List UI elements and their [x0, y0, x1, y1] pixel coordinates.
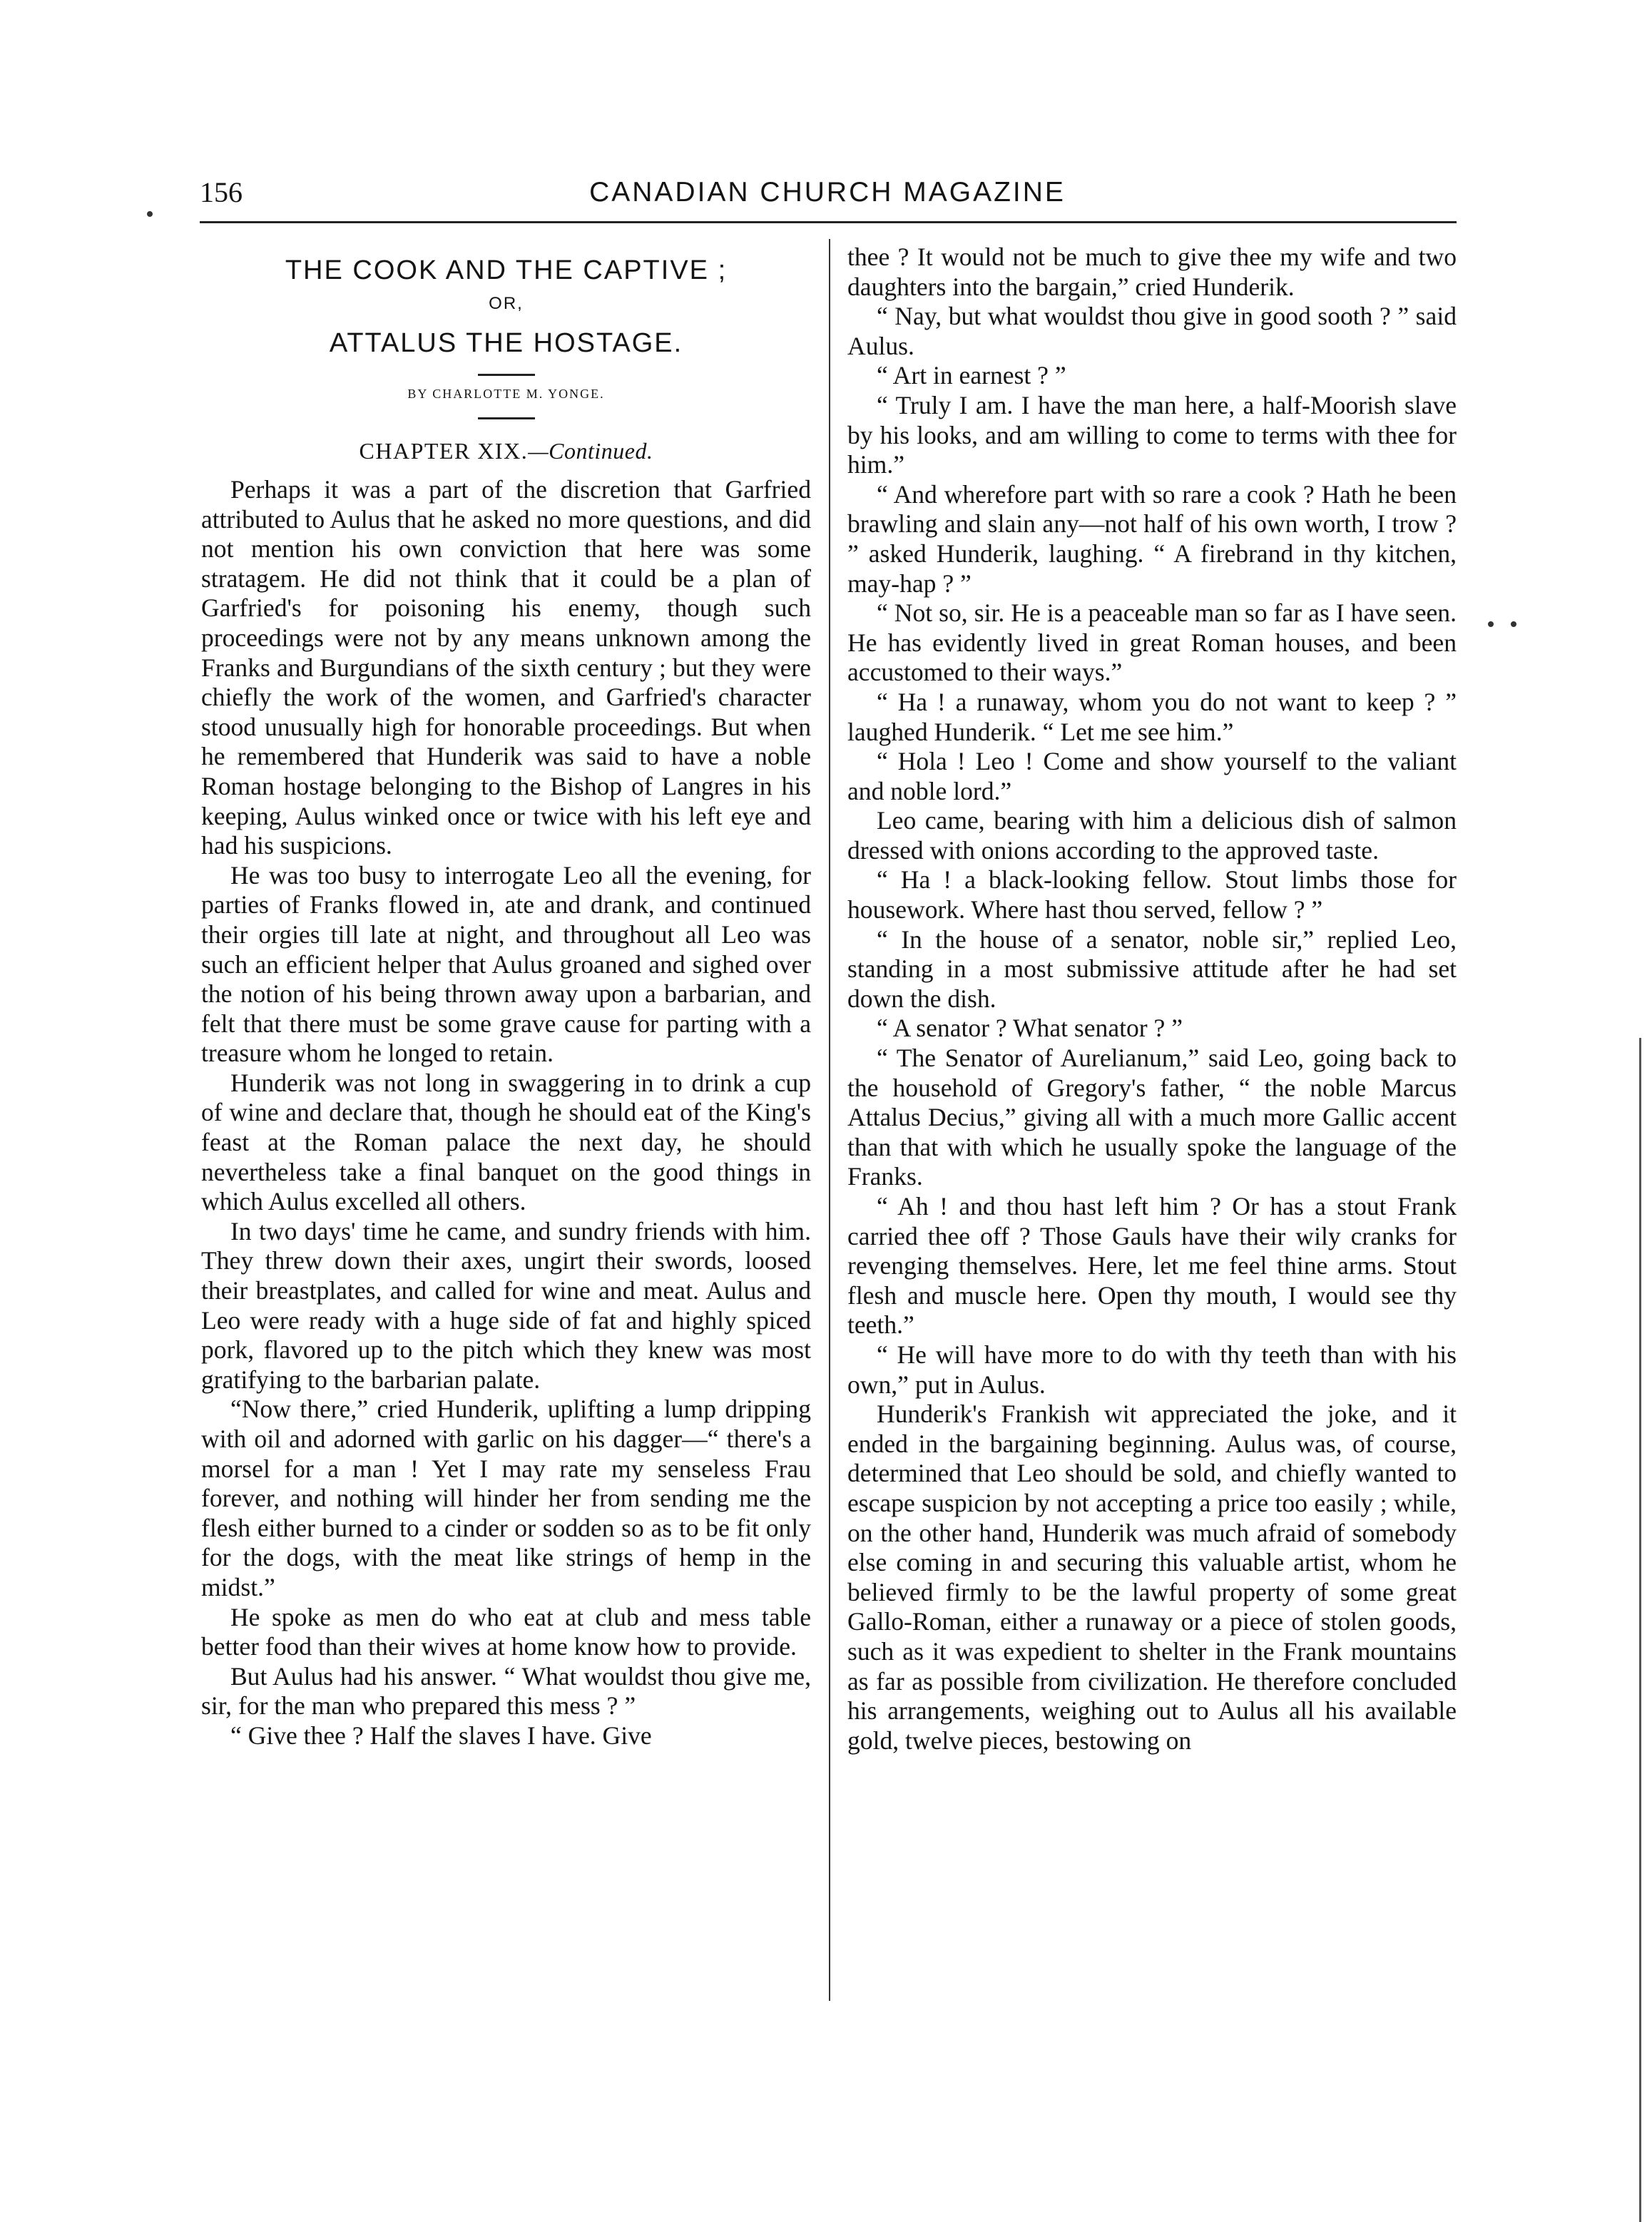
- right-column: [847, 243, 1457, 1997]
- page-header: [200, 171, 1455, 214]
- story-title-block: [201, 253, 811, 467]
- paragraph: “ Art in earnest ? ”: [876, 361, 1066, 390]
- paragraph: “ And wherefore part with so rare a cook ? Hath he been brawling and slain any—not half of his own worth, I trow ? ” asked Hunderik, laughing. “ A firebrand in thy kitchen, may-hap ? ”: [847, 479, 1457, 598]
- column-divider: [829, 239, 830, 2001]
- paragraph: Hunderik was not long in swaggering in to drink a cup of wine and declare that, though he should eat of the King's feast at the Roman palace the next day, he should nevertheless take a final banquet on the good things in which Aulus excelled all others.: [201, 1068, 811, 1216]
- paragraph: thee ? It would not be much to give thee my wife and two daughters into the bargain,” cried Hunderik.: [847, 243, 1457, 301]
- paragraph: “ Ha ! a black-looking fellow. Stout limbs those for housework. Where hast thou served, fellow ? ”: [847, 865, 1457, 924]
- chapter-heading: [201, 435, 811, 467]
- paragraph: But Aulus had his answer. “ What wouldst thou give me, sir, for the man who prepared this mess ? ”: [201, 1661, 811, 1721]
- paragraph: “ Not so, sir. He is a peaceable man so far as I have seen. He has evidently lived in great Roman houses, and been accustomed to their ways.”: [847, 598, 1457, 687]
- paragraph: “ Ah ! and thou hast left him ? Or has a stout Frank carried thee off ? Those Gauls have their wily cranks for revenging themselves. Here, let me feel thine arms. Stout flesh and muscle here. Open thy mouth, I would see thy teeth.”: [847, 1192, 1457, 1340]
- paragraph: “ Give thee ? Half the slaves I have. Give: [230, 1721, 652, 1750]
- chapter-number: CHAPTER XIX.: [359, 438, 529, 464]
- chapter-continued: —Continued.: [528, 438, 653, 464]
- title-rule: [478, 374, 535, 376]
- paragraph: “Now there,” cried Hunderik, uplifting a lump dripping with oil and adorned with garlic on his dagger—“ there's a morsel for a man ! Yet I may rate my senseless Frau forever, and nothing will hinder her from sending me the flesh either burned to a cinder or sodden so as to be fit only for the dogs, with the meat like strings of hemp in the midst.”: [201, 1395, 811, 1601]
- paragraph: He was too busy to interrogate Leo all the evening, for parties of Franks flowed in, ate and drank, and continued their orgies till late at night, and throughout all Leo was such an efficient helper that Aulus groaned and sighed over the notion of his being thrown away upon a barbarian, and felt that there must be some grave cause for parting with a treasure whom he longed to retain.: [201, 860, 811, 1068]
- header-rule: [200, 221, 1457, 223]
- paragraph: “ Hola ! Leo ! Come and show yourself to the valiant and noble lord.”: [847, 747, 1457, 805]
- paragraph: “ A senator ? What senator ? ”: [876, 1014, 1183, 1043]
- paragraph: Hunderik's Frankish wit appreciated the joke, and it ended in the bargaining beginning. Aulus was, of course, determined that Leo should be sold, and chiefly wanted to escape suspicion by not accepting a price too easily ; while, on the other hand, Hunderik was much afraid of somebody else coming in and securing this valuable artist, whom he believed firmly to be the lawful property of some great Gallo-Roman, either a runaway or a piece of stolen goods, such as it was expedient to shelter in the Frank mountains as far as possible from civilization. He therefore concluded his arrangements, weighing out to Aulus all his available gold, twelve pieces, bestowing on: [847, 1400, 1457, 1755]
- running-title: CANADIAN CHURCH MAGAZINE: [589, 177, 1066, 208]
- story-title: THE COOK AND THE CAPTIVE ;: [285, 255, 728, 285]
- scan-speck: [1511, 621, 1516, 627]
- paragraph: Perhaps it was a part of the discretion that Garfried attributed to Aulus that he asked no more questions, and did not mention his own conviction that here was some stratagem. He did not think that it could be a plan of Garfried's for poisoning his enemy, though such proceedings were not by any means unknown among the Franks and Burgundians of the sixth century ; but they were chiefly the work of the women, and Garfried's character stood unusually high for honorable proceedings. But when he remembered that Hunderik was said to have a noble Roman hostage belonging to the Bishop of Langres in his keeping, Aulus winked once or twice with his left eye and had his suspicions.: [201, 475, 811, 860]
- paragraph: “ Truly I am. I have the man here, a half-Moorish slave by his looks, and am willing to come to terms with thee for him.”: [847, 390, 1457, 479]
- byline-rule: [478, 417, 535, 419]
- scan-speck: [147, 211, 153, 217]
- paragraph: “ In the house of a senator, noble sir,” replied Leo, standing in a most submissive attitude after he had set down the dish.: [847, 924, 1457, 1013]
- story-or: OR,: [489, 294, 524, 313]
- story-subtitle: ATTALUS THE HOSTAGE.: [329, 328, 683, 358]
- paragraph: “ Nay, but what wouldst thou give in good sooth ? ” said Aulus.: [847, 302, 1457, 360]
- scan-speck: [1488, 621, 1494, 627]
- page-number: 156: [200, 176, 243, 208]
- paragraph: “ He will have more to do with thy teeth than with his own,” put in Aulus.: [847, 1340, 1457, 1399]
- byline: BY CHARLOTTE M. YONGE.: [407, 387, 605, 401]
- paragraph: Leo came, bearing with him a delicious dish of salmon dressed with onions according to the approved taste.: [847, 806, 1457, 865]
- scan-margin-line: [1639, 1038, 1641, 2222]
- paragraph: “ Ha ! a runaway, whom you do not want to keep ? ” laughed Hunderik. “ Let me see him.”: [847, 687, 1457, 746]
- paragraph: He spoke as men do who eat at club and mess table better food than their wives at home know how to provide.: [201, 1602, 811, 1661]
- paragraph: “ The Senator of Aurelianum,” said Leo, going back to the household of Gregory's father, “ the noble Marcus Attalus Decius,” giving all with a much more Gallic accent than that with which he usually spoke the language of the Franks.: [847, 1044, 1457, 1191]
- left-column: [201, 243, 811, 1997]
- paragraph: In two days' time he came, and sundry friends with him. They threw down their axes, ungirt their swords, loosed their breastplates, and called for wine and meat. Aulus and Leo were ready with a huge side of fat and highly spiced pork, flavored up to the pitch which they knew was most gratifying to the barbarian palate.: [201, 1216, 811, 1394]
